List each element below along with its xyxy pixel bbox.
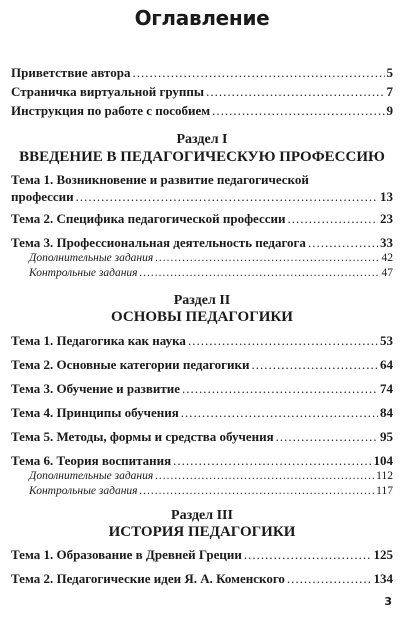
toc-entry-instructions[interactable] <box>11 102 393 119</box>
toc-entry-page: 134 <box>373 571 393 586</box>
dot-leader <box>287 570 372 587</box>
toc-entry-text-continued: профессии <box>11 189 74 204</box>
dot-leader <box>140 266 380 280</box>
toc-entry-page: 47 <box>381 267 393 279</box>
dot-leader <box>181 404 378 421</box>
dot-leader <box>212 102 384 119</box>
toc-entry-page: 53 <box>380 333 393 348</box>
toc-entry-s1-topic-3[interactable] <box>11 234 393 251</box>
toc-entry-text: Дополнительные задания <box>29 470 154 482</box>
toc-entry-page: 9 <box>386 103 393 118</box>
toc-entry-s2-topic-3[interactable] <box>11 380 393 397</box>
toc-entry-text: Тема 3. Обучение и развитие <box>11 381 181 396</box>
toc-entry-text: Тема 6. Теория воспитания <box>11 453 172 468</box>
toc-entry-text: Тема 2. Педагогические идеи Я. А. Коменского <box>11 571 285 586</box>
toc-entry-text: Тема 2. Основные категории педагогики <box>11 357 250 372</box>
toc-entry-text: Тема 1. Педагогика как наука <box>11 333 186 348</box>
toc-entry-page: 5 <box>386 65 393 80</box>
toc-entry-text: Тема 3. Профессиональная деятельность педагога <box>11 235 306 250</box>
toc-entry-text: Контрольные задания <box>29 267 138 279</box>
toc-entry-s2-topic-6[interactable] <box>11 452 393 469</box>
dot-leader <box>133 64 385 81</box>
toc-entry-page: 64 <box>380 357 393 372</box>
toc-entry-virtual-group[interactable] <box>11 83 393 100</box>
dot-leader <box>76 188 378 205</box>
toc-entry-page: 23 <box>380 211 393 226</box>
section-3-name: ИСТОРИЯ ПЕДАГОГИКИ <box>108 524 296 540</box>
toc-entry-page: 74 <box>380 381 393 396</box>
toc-entry-text: Инструкция по работе с пособием <box>11 103 211 118</box>
toc-entry-page: 112 <box>376 470 393 482</box>
toc-entry-text: Тема 1. Возникновение и развитие педагогической <box>11 172 309 187</box>
toc-subentry-s2-additional[interactable] <box>29 469 393 483</box>
toc-entry-text: Тема 5. Методы, формы и средства обучения <box>11 429 274 444</box>
toc-entry-text: Тема 4. Принципы обучения <box>11 405 179 420</box>
toc-entry-page: 84 <box>380 405 393 420</box>
dot-leader <box>188 332 378 349</box>
toc-entry-s3-topic-1[interactable] <box>11 546 393 563</box>
section-3-label: Раздел III <box>171 508 233 523</box>
section-2-label: Раздел II <box>173 293 231 308</box>
toc-entry-s1-topic-2[interactable] <box>11 210 393 227</box>
dot-leader <box>288 210 378 227</box>
toc-subentry-s1-additional[interactable] <box>29 251 393 265</box>
toc-entry-s1-topic-1[interactable] <box>11 171 393 205</box>
toc-entry-page: 33 <box>380 235 393 250</box>
dot-leader <box>244 546 372 563</box>
toc-entry-page: 104 <box>373 453 393 468</box>
toc-entry-s3-topic-2[interactable] <box>11 570 393 587</box>
toc-entry-page: 13 <box>380 189 393 204</box>
toc-entry-text: Страничка виртуальной группы <box>11 84 205 99</box>
toc-entry-page: 117 <box>376 485 393 497</box>
toc-entry-text: Тема 2. Специфика педагогической профессии <box>11 211 286 226</box>
dot-leader <box>206 83 384 100</box>
toc-entry-text: Тема 1. Образование в Древней Греции <box>11 547 242 562</box>
toc-entry-text: Приветствие автора <box>11 65 131 80</box>
page-number: 3 <box>384 595 392 608</box>
dot-leader <box>251 356 378 373</box>
toc-entry-s2-topic-5[interactable] <box>11 428 393 445</box>
section-2-name: ОСНОВЫ ПЕДАГОГИКИ <box>111 309 293 325</box>
dot-leader <box>182 380 378 397</box>
toc-subentry-s2-control[interactable] <box>29 484 393 498</box>
toc-entry-text: Дополнительные задания <box>29 252 154 264</box>
toc-entry-greeting[interactable] <box>11 64 393 81</box>
section-1-label: Раздел I <box>176 132 228 147</box>
dot-leader <box>155 251 379 265</box>
dot-leader <box>140 484 375 498</box>
toc-entry-s2-topic-1[interactable] <box>11 332 393 349</box>
toc-entry-page: 125 <box>373 547 393 562</box>
toc-subentry-s1-control[interactable] <box>29 266 393 280</box>
dot-leader <box>155 469 374 483</box>
toc-entry-page: 95 <box>380 429 393 444</box>
section-1-name: ВВЕДЕНИЕ В ПЕДАГОГИЧЕСКУЮ ПРОФЕССИЮ <box>19 149 385 165</box>
toc-entry-s2-topic-2[interactable] <box>11 356 393 373</box>
toc-entry-text: Контрольные задания <box>29 485 138 497</box>
dot-leader <box>308 234 378 251</box>
page-title: Оглавление <box>134 6 270 30</box>
toc-entry-page: 42 <box>381 252 393 264</box>
toc-entry-page: 7 <box>386 84 393 99</box>
dot-leader <box>173 452 371 469</box>
toc-entry-s2-topic-4[interactable] <box>11 404 393 421</box>
dot-leader <box>276 428 378 445</box>
